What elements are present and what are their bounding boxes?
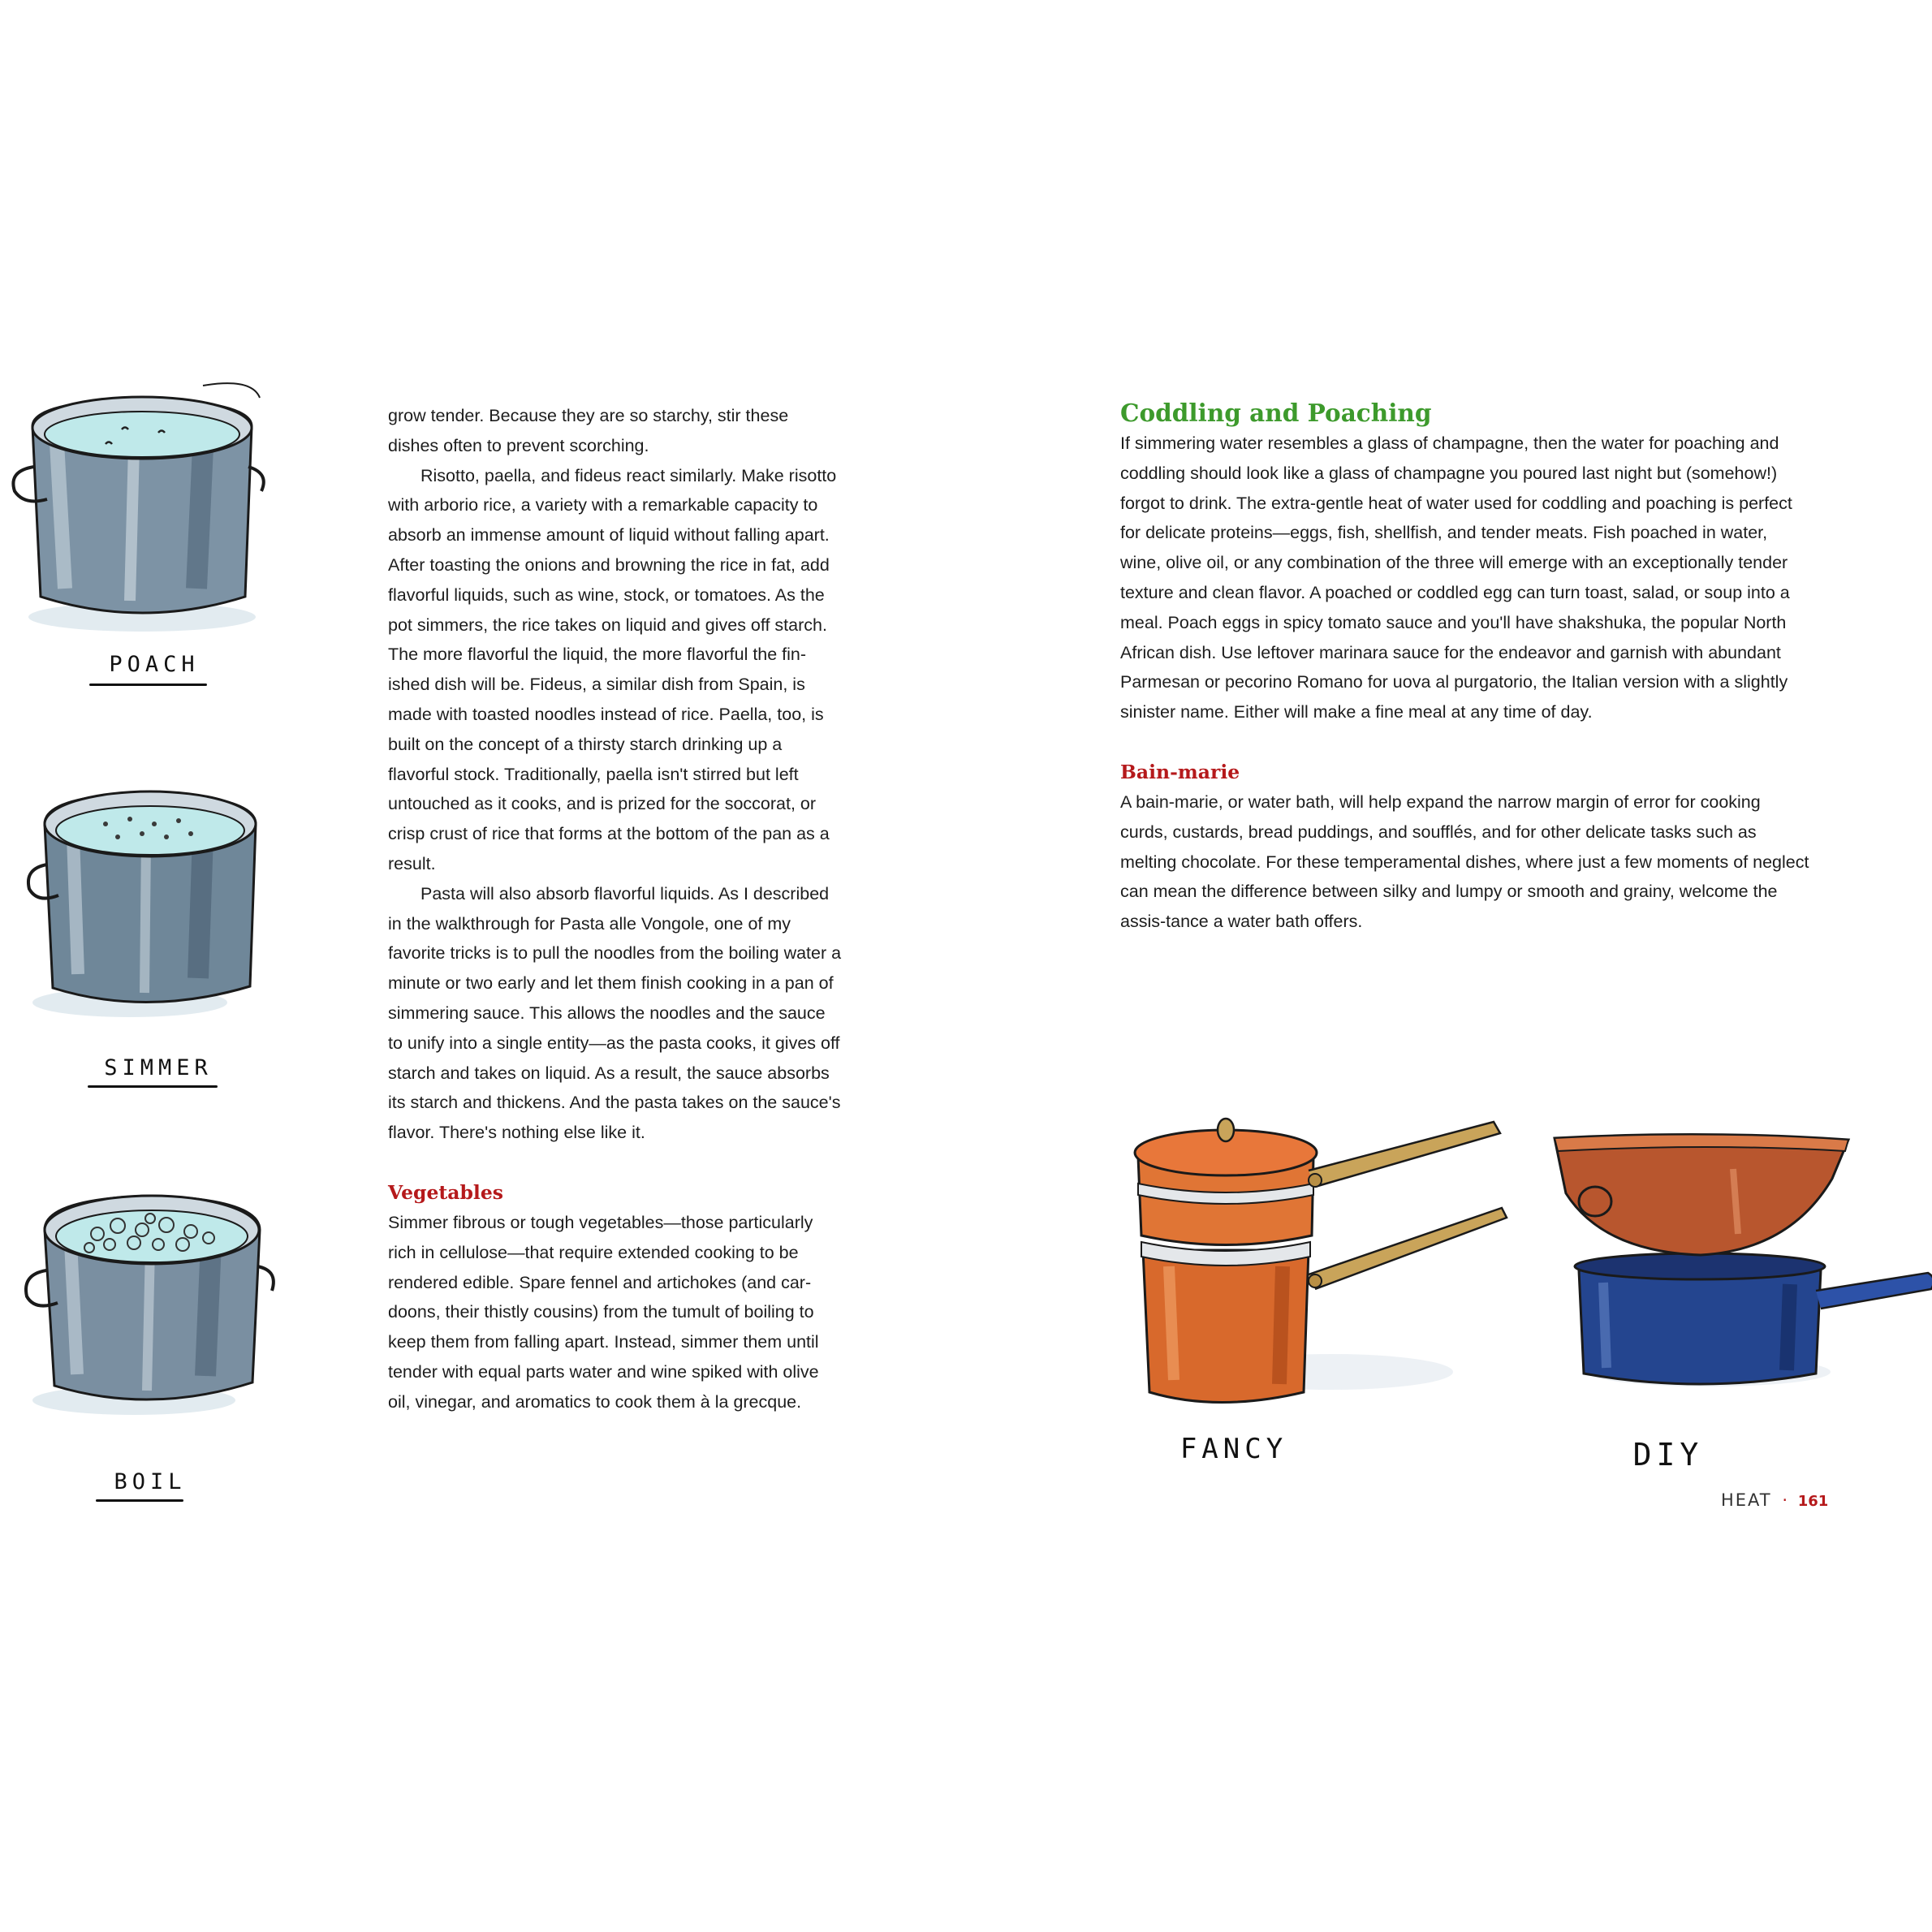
paragraph-vegetables: Simmer fibrous or tough vegetables—those particularly rich in cellulose—that require extended cooking to be rendered edible. Spare fennel and artichokes (and car-doons, their thistly cousins) from the tumult of boiling to keep them from falling apart. Instead, simmer them until tender with equal parts water and wine spiked with olive oil, vinegar, and aromatics to cook them à la grecque. bbox=[388, 1212, 819, 1412]
poach-underline bbox=[89, 684, 207, 686]
coddling-poaching-heading: Coddling and Poaching bbox=[1120, 399, 1432, 427]
diy-label: DIY bbox=[1632, 1437, 1704, 1473]
paragraph-starch-dishes: grow tender. Because they are so starchy, stir these dishes often to prevent scorching. bbox=[388, 406, 789, 455]
folio-section: HEAT bbox=[1721, 1490, 1772, 1510]
folio-separator: · bbox=[1782, 1490, 1788, 1510]
vegetables-heading: Vegetables bbox=[388, 1180, 504, 1204]
fancy-label: FANCY bbox=[1179, 1433, 1288, 1465]
pot-boil-icon bbox=[20, 1157, 272, 1425]
boil-label: BOIL bbox=[114, 1469, 187, 1494]
pot-poach-icon bbox=[8, 369, 268, 637]
folio-page-number: 161 bbox=[1797, 1493, 1829, 1510]
bain-marie-heading: Bain-marie bbox=[1120, 760, 1240, 783]
left-text-column bbox=[388, 401, 843, 1417]
simmer-label: SIMMER bbox=[104, 1055, 213, 1080]
folio bbox=[1721, 1490, 1828, 1510]
right-text-column bbox=[1120, 398, 1810, 937]
boil-underline bbox=[96, 1499, 183, 1502]
paragraph-bain-marie: A bain-marie, or water bath, will help expand the narrow margin of error for cooking curds, custards, bread puddings, and soufflés, and for other delicate tasks such as melting chocolate. For these temperamental dishes, where just a few moments of neglect can mean the difference between silky and lumpy or smooth and grainy, welcome the assis-tance a water bath offers. bbox=[1120, 791, 1809, 932]
copper-double-boiler-icon bbox=[1120, 1112, 1542, 1421]
paragraph-coddling: If simmering water resembles a glass of champagne, then the water for poaching and coddling should look like a glass of champagne you poured last night but (somehow!) forgot to drink. The extra-gentle heat of water used for coddling and poaching is perfect for delicate proteins—eggs, fish, shellfish, and tender meats. Fish poached in water, wine, olive oil, or any combination of the three will emerge with an exceptionally tender texture and clean flavor. A poached or coddled egg can turn toast, salad, or soup into a meal. Poach eggs in spicy tomato sauce and you'll have shakshuka, the popular North African dish. Use leftover marinara sauce for the endeavor and garnish with abundant Parmesan or pecorino Romano for uova al purgatorio, the Italian version with a slightly sinister name. Either will make a fine meal at any time of day. bbox=[1120, 433, 1792, 722]
paragraph-pasta: Pasta will also absorb flavorful liquids. As I described in the walkthrough for Pasta alle Vongole, one of my favorite tricks is to pull the noodles from the boiling water a minute or two early and let them finish cooking in a pan of simmering sauce. This allows the noodles and the sauce to unify into a single entity—as the pasta cooks, it gives off starch and takes on liquid. As a result, the sauce absorbs its starch and thickens. And the pasta takes on the sauce's flavor. There's nothing else like it. bbox=[388, 883, 842, 1143]
bowl-over-saucepan-icon bbox=[1546, 1136, 1932, 1404]
pot-simmer-icon bbox=[24, 759, 268, 1027]
paragraph-risotto: Risotto, paella, and fideus react similarly. Make risotto with arborio rice, a variety with a remarkable capacity to absorb an immense amount of liquid without falling apart. After toasting the onions and browning the rice in fat, add flavorful liquids, such as wine, stock, or tomatoes. As the pot simmers, the rice takes on liquid and gives off starch. The more flavorful the liquid, the more flavorful the fin-ished dish will be. Fideus, a similar dish from Spain, is made with toasted noodles instead of rice. Paella, too, is built on the concept of a thirsty starch drinking up a flavorful stock. Traditionally, paella isn't stirred but left untouched as it cooks, and is prized for the soccorat, or crisp crust of rice that forms at the bottom of the pan as a result. bbox=[388, 465, 837, 873]
poach-label: POACH bbox=[109, 652, 200, 677]
simmer-underline bbox=[88, 1085, 218, 1088]
